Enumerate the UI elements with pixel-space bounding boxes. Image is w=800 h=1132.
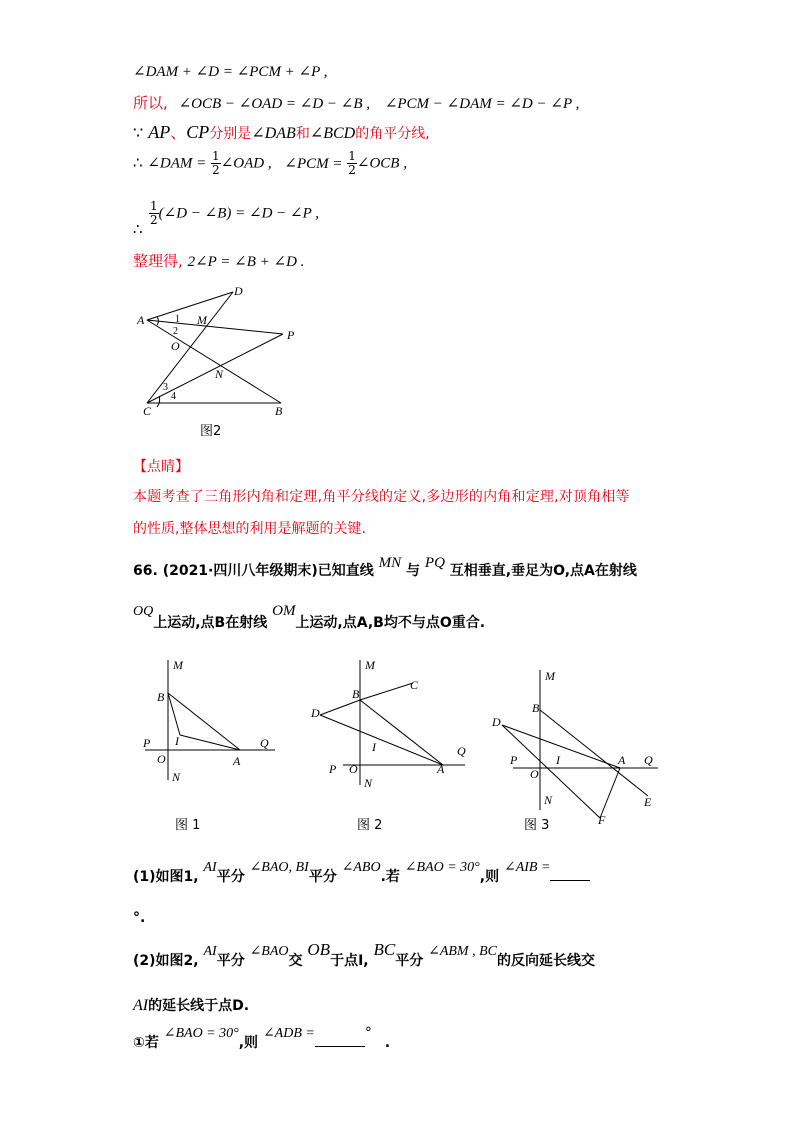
fig3-label-o: O (530, 767, 539, 781)
solution-line-2 (133, 92, 579, 113)
problem-66-line-2 (133, 603, 486, 632)
fig2-angle-4: 4 (171, 391, 176, 402)
solution-line-5 (133, 199, 319, 238)
figure-3 (488, 660, 668, 825)
fig2-label-b: B (275, 404, 283, 418)
fig2-label-m: M (197, 313, 207, 327)
figure-1-caption: 图 1 (175, 818, 201, 833)
fig1-label-p: P (143, 736, 151, 750)
q1-ai: AI (203, 860, 217, 875)
text-and-2: 与 (406, 563, 421, 579)
q2-prefix: (2)如图2, (133, 953, 199, 969)
segment-ap: AP (148, 122, 171, 142)
text-and: 和 (295, 126, 310, 142)
fig2b-label-a: A (437, 762, 445, 776)
angle-dam-eq: ∠DAM = (147, 155, 207, 172)
fig2b-label-i: I (372, 740, 376, 754)
problem-source: (2021·四川八年级期末)已知直线 (162, 563, 374, 579)
q1-angle-aib: ∠AIB = (503, 860, 551, 875)
q1-angle-abo: ∠ABO (341, 860, 381, 875)
q2-reverse-ext: 的反向延长线交 (496, 953, 595, 969)
question-2-line-1 (133, 940, 595, 970)
final-equation: 2∠P = ∠B + ∠D . (187, 254, 305, 270)
fig2-angle-2: 2 (173, 326, 178, 337)
fig2b-label-m: M (365, 658, 375, 672)
q1-angle-bao-bi: ∠BAO, BI (249, 860, 309, 875)
fig1-label-a: A (233, 754, 241, 768)
text-respectively: 分别是 (209, 126, 252, 142)
q1-given-30: ∠BAO = 30° (404, 860, 480, 875)
problem-66-line-1 (133, 555, 637, 580)
ray-oq: OQ (133, 604, 154, 619)
fig1-label-q: Q (260, 736, 269, 750)
fig2-label-a: A (137, 313, 145, 327)
problem-number: 66. (133, 563, 158, 579)
fig2-label-n: N (215, 367, 224, 381)
segment-cp: CP (186, 122, 210, 142)
q21-angle-adb: ∠ADB = (262, 1026, 315, 1041)
question-2-1-line (133, 1025, 391, 1052)
problem-rest-2a: 上运动,点B在射线 (153, 615, 268, 631)
q2-ai: AI (203, 944, 217, 959)
q1-bisects: 平分 (216, 869, 245, 885)
q2-ai-2: AI (133, 997, 149, 1014)
fig3-label-i: I (556, 753, 560, 767)
q1-then: ,则 (479, 869, 500, 885)
fig2b-label-b: B (352, 687, 360, 701)
q1-answer-blank[interactable] (550, 880, 590, 881)
fraction-half: $\frac{1}{2}$ (212, 149, 220, 177)
fig3-label-d: D (492, 715, 501, 729)
simplify-prefix: 整理得, (133, 252, 183, 270)
q21-period: . (384, 1035, 391, 1051)
equation-half-diff: (∠D − ∠B) = ∠D − ∠P , (158, 205, 319, 222)
separator: 、 (170, 123, 187, 142)
q1-prefix: (1)如图1, (133, 869, 199, 885)
fig2b-label-c: C (410, 678, 419, 692)
q2-angle-abm: ∠ABM , BC (428, 944, 497, 959)
therefore-symbol-2: ∴ (133, 220, 143, 238)
q21-prefix: ①若 (133, 1035, 159, 1051)
fig2b-label-o: O (349, 762, 358, 776)
figure-2b-caption: 图 2 (357, 818, 383, 833)
q21-degree: ° (364, 1025, 372, 1041)
equation-dam-d: ∠DAM + ∠D = ∠PCM + ∠P , (133, 64, 328, 80)
text-bisector: 的角平分线, (355, 126, 430, 142)
fig1-label-n: N (172, 770, 181, 784)
equation-ocb-oad: ∠OCB − ∠OAD = ∠D − ∠B , (178, 96, 371, 112)
figure-1 (135, 655, 285, 785)
fig3-label-n: N (544, 793, 553, 807)
q2-ob: OB (307, 940, 331, 959)
q2-bisects: 平分 (216, 953, 245, 969)
fig3-label-b: B (532, 701, 540, 715)
q2-intersect: 交 (288, 953, 303, 969)
fig2b-label-n: N (364, 776, 373, 790)
question-1-line (133, 860, 590, 886)
comment-line-2: 的性质,整体思想的利用是解题的关键. (133, 521, 366, 537)
fig1-label-m: M (173, 658, 183, 672)
q1-bisects-2: 平分 (308, 869, 337, 885)
solution-line-6 (133, 250, 304, 271)
fig3-label-p: P (510, 753, 518, 767)
fig2-label-p: P (287, 328, 295, 342)
fig2b-label-p: P (329, 762, 337, 776)
comment-line-1: 本题考查了三角形内角和定理,角平分线的定义,多边形的内角和定理,对顶角相等 (133, 489, 630, 505)
angle-ocb: ∠OCB , (356, 155, 407, 172)
fig2-label-d: D (234, 284, 243, 298)
q21-then: ,则 (238, 1035, 259, 1051)
figure-2-solution (133, 278, 313, 438)
angle-bcd: ∠BCD (309, 125, 356, 142)
fig3-label-q: Q (644, 753, 653, 767)
fig2-label-o: O (171, 339, 180, 353)
because-symbol: ∵ (133, 123, 144, 142)
problem-rest-1: 互相垂直,垂足为O,点A在射线 (449, 563, 637, 579)
fig2-angle-1: 1 (175, 314, 180, 325)
angle-oad: ∠OAD , (220, 155, 272, 172)
fig3-label-f: F (598, 813, 606, 825)
therefore-symbol: ∴ (133, 153, 143, 172)
line-mn: MN (378, 555, 402, 571)
fig3-label-m: M (545, 669, 555, 683)
question-2-line-2 (133, 995, 249, 1015)
angle-dab: ∠DAB (251, 125, 296, 142)
fig2-label-c: C (143, 404, 152, 418)
figure-2 (305, 655, 480, 790)
q2-bc: BC (373, 940, 396, 959)
q2-at-point-i: 于点I, (330, 953, 369, 969)
fig2b-label-d: D (311, 706, 320, 720)
so-prefix: 所以, (133, 94, 168, 112)
q21-answer-blank[interactable] (315, 1046, 365, 1047)
fig1-label-o: O (157, 752, 166, 766)
comment-heading: 【点睛】 (133, 459, 189, 475)
fig1-label-i: I (175, 734, 179, 748)
equation-pcm-dam: ∠PCM − ∠DAM = ∠D − ∠P , (384, 96, 580, 112)
fig3-label-e: E (644, 795, 652, 809)
fig2-angle-3: 3 (163, 382, 168, 393)
figure-3-caption: 图 3 (524, 818, 550, 833)
q2-bisects-2: 平分 (395, 953, 424, 969)
solution-line-3 (133, 120, 430, 143)
fig1-label-b: B (157, 690, 165, 704)
angle-pcm-eq: ∠PCM = (284, 155, 343, 172)
fig2b-label-q: Q (457, 744, 466, 758)
line-pq: PQ (424, 555, 445, 571)
figure-2-caption: 图2 (200, 424, 222, 439)
q1-degree-tail: °. (133, 910, 146, 926)
ray-om: OM (272, 603, 296, 619)
solution-line-1 (133, 62, 328, 81)
q2-ext-point-d: 的延长线于点D. (148, 998, 250, 1014)
q21-given-30: ∠BAO = 30° (163, 1026, 239, 1041)
fig3-label-a: A (618, 753, 626, 767)
fraction-half-2: $\frac{1}{2}$ (348, 149, 356, 177)
q1-if: .若 (380, 869, 400, 885)
q2-angle-bao: ∠BAO (249, 944, 289, 959)
problem-rest-2b: 上运动,点A,B均不与点O重合. (295, 615, 486, 631)
fraction-half-3: $\frac{1}{2}$ (150, 199, 158, 227)
solution-line-4 (133, 150, 407, 177)
